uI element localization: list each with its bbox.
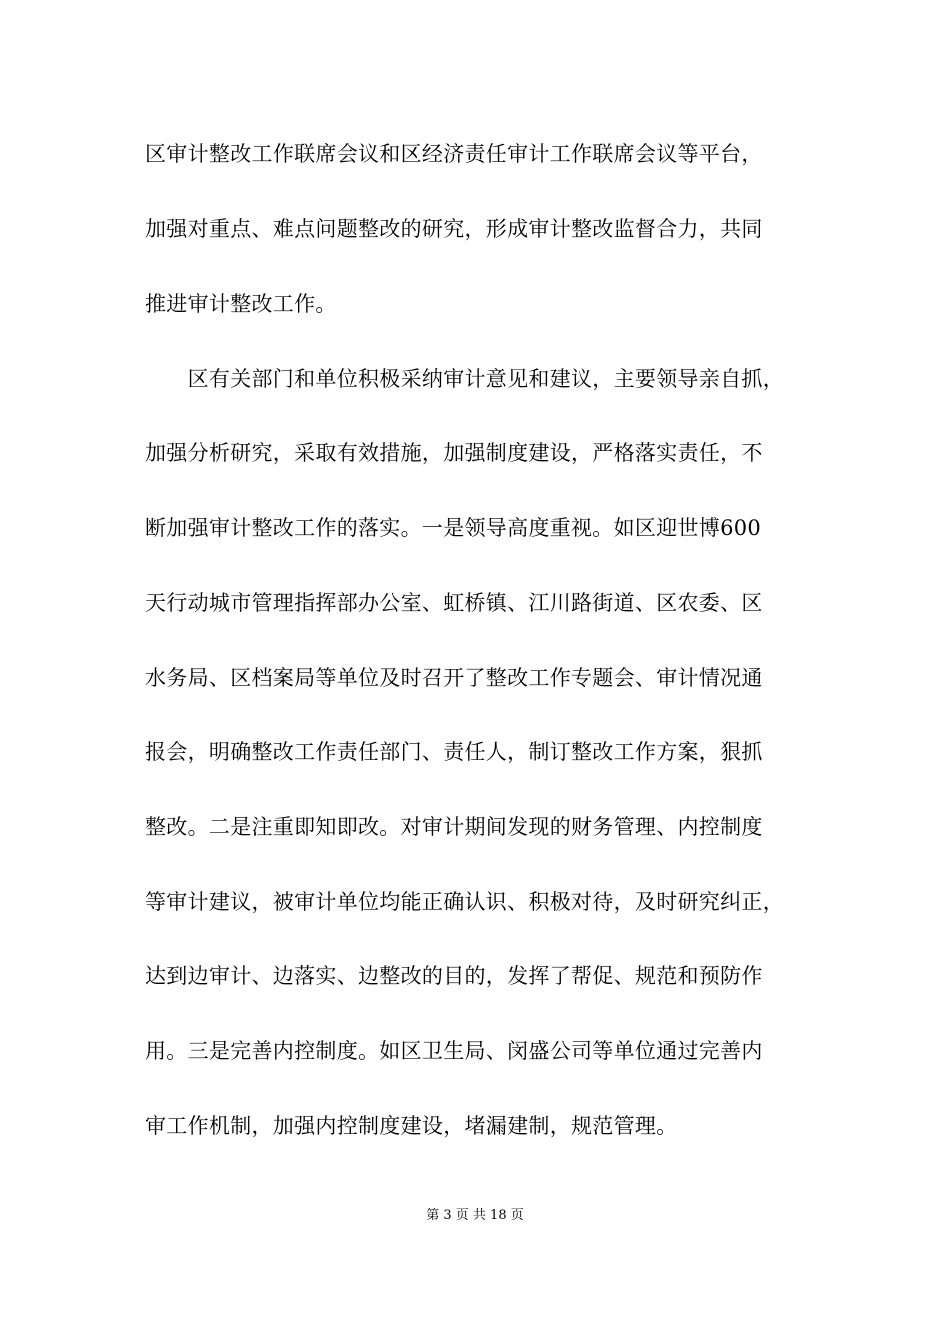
paragraph-start-line: 区有关部门和单位积极采纳审计意见和建议，主要领导亲自抓， xyxy=(145,367,784,391)
text-line: 推进审计整改工作。 xyxy=(145,292,337,316)
text-line: 区审计整改工作联席会议和区经济责任审计工作联席会议等平台， xyxy=(145,142,763,166)
text-line: 天行动城市管理指挥部办公室、虹桥镇、江川路街道、区农委、区 xyxy=(145,591,763,615)
text-line: 用。三是完善内控制度。如区卫生局、闵盛公司等单位通过完善内 xyxy=(145,1039,763,1063)
text-line: 等审计建议，被审计单位均能正确认识、积极对待，及时研究纠正， xyxy=(145,890,784,914)
text-line: 加强分析研究，采取有效措施，加强制度建设，严格落实责任，不 xyxy=(145,441,763,465)
text-line: 达到边审计、边落实、边整改的目的，发挥了帮促、规范和预防作 xyxy=(145,964,763,988)
text-line: 整改。二是注重即知即改。对审计期间发现的财务管理、内控制度 xyxy=(145,815,763,839)
page-number-footer: 第 3 页 共 18 页 xyxy=(426,1208,524,1223)
text-line: 报会，明确整改工作责任部门、责任人，制订整改工作方案，狠抓 xyxy=(145,740,763,764)
text-line: 断加强审计整改工作的落实。一是领导高度重视。如区迎世博600 xyxy=(145,516,762,540)
text-line: 加强对重点、难点问题整改的研究，形成审计整改监督合力，共同 xyxy=(145,217,763,241)
text-line: 审工作机制，加强内控制度建设，堵漏建制，规范管理。 xyxy=(145,1114,678,1138)
text-line: 水务局、区档案局等单位及时召开了整改工作专题会、审计情况通 xyxy=(145,666,763,690)
